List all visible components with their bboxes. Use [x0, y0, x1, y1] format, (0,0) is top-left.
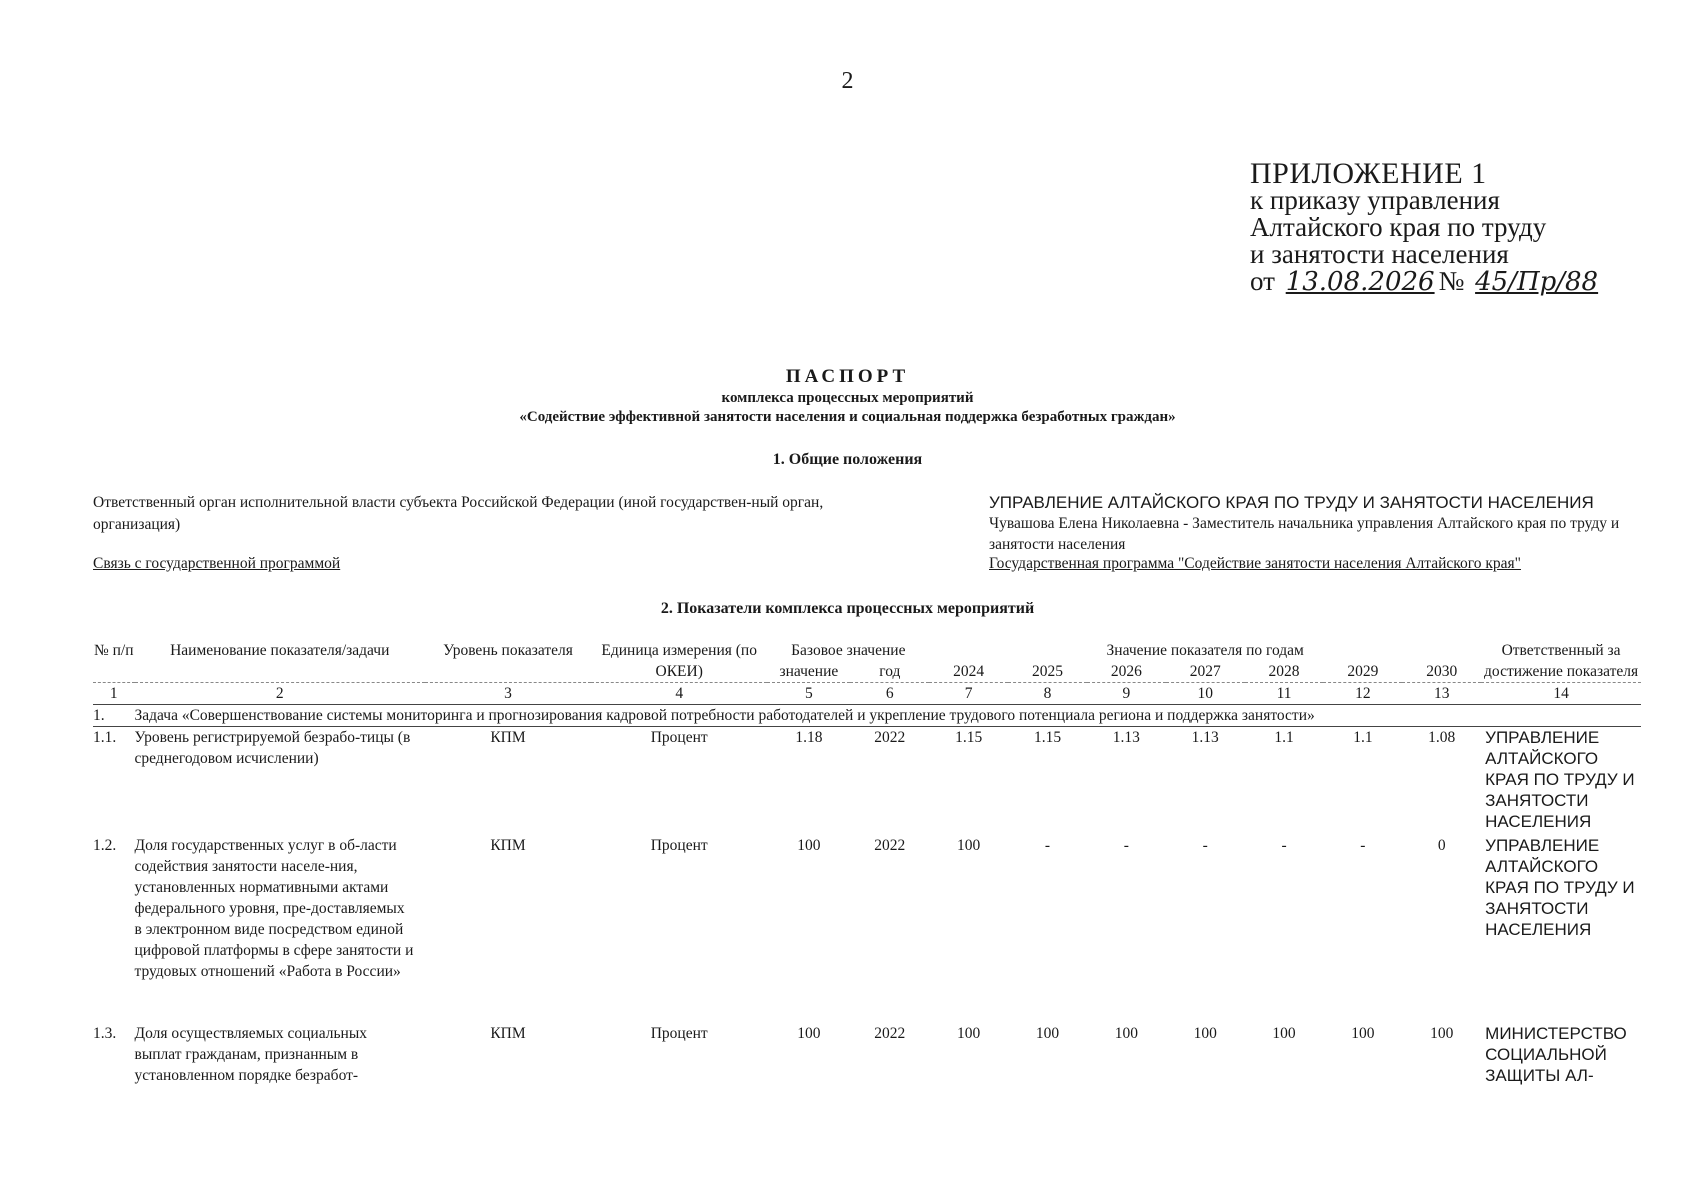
year-value: 1.15	[1033, 729, 1062, 746]
row-num: 1.1.	[93, 729, 117, 746]
column-number: 9	[1087, 683, 1166, 705]
year-value: 1.13	[1191, 729, 1219, 746]
year-value: 0	[1437, 837, 1446, 854]
number-label: №	[1438, 266, 1465, 296]
row-num: 1.2.	[93, 837, 117, 854]
indicator-name: Доля осуществляемых социальных выплат гражданам, признанным в установленном порядке безработ-	[134, 1025, 367, 1084]
year-value: -	[1123, 837, 1129, 854]
general-row	[93, 492, 1633, 555]
year-value: 100	[1430, 1025, 1454, 1042]
header-row	[93, 640, 1641, 661]
header-year: 2026	[1110, 663, 1142, 680]
general-provisions	[93, 492, 1633, 575]
header-year: 2028	[1268, 663, 1300, 680]
base-value: 1.18	[795, 729, 823, 746]
column-number: 4	[591, 683, 767, 705]
appendix-line: Алтайского края по труду	[1250, 212, 1547, 242]
column-number: 11	[1245, 683, 1324, 705]
general-value	[893, 492, 1633, 555]
column-number: 10	[1166, 683, 1245, 705]
year-value: 100	[1035, 1025, 1060, 1042]
passport-name: «Содействие эффективной занятости населения и социальная поддержка безработных граждан»	[519, 409, 1176, 425]
order-date: 13.08.2026	[1285, 267, 1435, 297]
header-base-value: значение	[779, 663, 839, 680]
responsible: УПРАВЛЕНИЕ АЛТАЙСКОГО КРАЯ ПО ТРУДУ И ЗАНЯТОСТИ НАСЕЛЕНИЯ	[1485, 728, 1635, 831]
year-value: 1.15	[955, 729, 983, 746]
year-value: 1.08	[1428, 729, 1456, 746]
general-label: Связь с государственной программой	[93, 555, 341, 572]
passport-subtitle: комплекса процессных мероприятий	[721, 390, 974, 406]
header-years-group: Значение показателя по годам	[1106, 642, 1304, 659]
header-level: Уровень показателя	[443, 642, 573, 659]
header-year: 2030	[1426, 663, 1458, 680]
general-value: Государственная программа "Содействие занятости населения Алтайского края"	[989, 555, 1521, 572]
indicator-name: Доля государственных услуг в об-ласти содействия занятости населе-ния, установленных нормативными актами федерального уровня, пре-доставляемых в электронном виде посредством единой цифровой платформы в сфере занятости и трудовых отношений «Работа в России»	[134, 837, 414, 980]
column-number: 3	[425, 683, 591, 705]
year-value: 1.1	[1353, 729, 1373, 746]
year-value: 100	[1114, 1025, 1138, 1042]
indicator-name: Уровень регистрируемой безрабо-тицы (в среднегодовом исчислении)	[134, 729, 411, 767]
responsible: УПРАВЛЕНИЕ АЛТАЙСКОГО КРАЯ ПО ТРУДУ И ЗАНЯТОСТИ НАСЕЛЕНИЯ	[1485, 836, 1635, 939]
appendix-date-line	[1250, 268, 1602, 296]
header-year: 2024	[953, 663, 985, 680]
year-value: -	[1281, 837, 1287, 854]
column-number: 8	[1008, 683, 1087, 705]
year-value: 100	[957, 1025, 981, 1042]
responsible: МИНИСТЕРСТВО СОЦИАЛЬНОЙ ЗАЩИТЫ АЛ-	[1485, 1024, 1627, 1085]
table-row	[93, 1023, 1641, 1089]
page-number: 2	[841, 68, 854, 94]
year-value: 100	[1272, 1025, 1296, 1042]
header-responsible: Ответственный за достижение показателя	[1484, 642, 1639, 680]
header-year: 2029	[1347, 663, 1379, 680]
responsible-org: УПРАВЛЕНИЕ АЛТАЙСКОГО КРАЯ ПО ТРУДУ И ЗАНЯТОСТИ НАСЕЛЕНИЯ	[989, 493, 1594, 512]
header-base: Базовое значение	[791, 642, 906, 659]
year-value: 1.13	[1112, 729, 1140, 746]
indicator-level: КПМ	[490, 1025, 526, 1042]
year-value: -	[1202, 837, 1208, 854]
appendix-line: и занятости населения	[1250, 239, 1509, 269]
year-value: -	[1360, 837, 1366, 854]
appendix-block	[1250, 157, 1602, 297]
column-number: 6	[850, 683, 929, 705]
column-number: 12	[1323, 683, 1402, 705]
header-unit: Единица измерения (по ОКЕИ)	[601, 642, 757, 680]
section1-title: 1. Общие положения	[772, 451, 923, 468]
base-value: 100	[797, 837, 821, 854]
indicator-unit: Процент	[650, 1025, 708, 1042]
from-label: от	[1250, 266, 1275, 296]
appendix-title: ПРИЛОЖЕНИЕ 1	[1250, 157, 1487, 190]
year-value: 1.1	[1274, 729, 1294, 746]
curator: Чувашова Елена Николаевна - Заместитель начальника управления Алтайского края по труду и занятости населения	[989, 515, 1620, 553]
header-base-year: год	[879, 663, 901, 680]
base-year: 2022	[874, 729, 906, 746]
passport-title: ПАСПОРТ	[785, 366, 910, 387]
table-row	[93, 727, 1641, 836]
year-value: 100	[1193, 1025, 1217, 1042]
order-number: 45/Пр/88	[1475, 267, 1599, 297]
year-value: 100	[957, 837, 981, 854]
header-year: 2025	[1032, 663, 1063, 680]
header-name: Наименование показателя/задачи	[170, 642, 390, 659]
column-number: 1	[93, 683, 135, 705]
indicator-unit: Процент	[650, 729, 708, 746]
task-row	[93, 705, 1641, 727]
base-value: 100	[797, 1025, 821, 1042]
general-row	[93, 553, 1633, 575]
column-number: 13	[1402, 683, 1481, 705]
table-row	[93, 835, 1641, 1023]
section2-title: 2. Показатели комплекса процессных мероприятий	[660, 600, 1035, 617]
task-num: 1.	[93, 705, 135, 727]
passport-heading	[0, 366, 1695, 426]
header-year: 2027	[1189, 663, 1221, 680]
general-label: Ответственный орган исполнительной власти субъекта Российской Федерации (иной государствен-ный орган, организация)	[93, 494, 824, 533]
base-year: 2022	[874, 837, 906, 854]
indicator-unit: Процент	[650, 837, 708, 854]
base-year: 2022	[874, 1025, 906, 1042]
appendix-line: к приказу управления	[1250, 185, 1500, 215]
column-number: 5	[767, 683, 850, 705]
year-value: 100	[1351, 1025, 1375, 1042]
indicator-level: КПМ	[490, 837, 526, 854]
column-numbers-row	[93, 683, 1641, 705]
indicators-table	[93, 640, 1641, 1089]
header-num: № п/п	[93, 642, 134, 659]
year-value: -	[1044, 837, 1051, 854]
column-number: 14	[1481, 683, 1641, 705]
task-text: Задача «Совершенствование системы мониторинга и прогнозирования кадровой потребности работодателей и укрепление трудового потенциала региона и поддержка занятости»	[135, 705, 1642, 727]
indicator-level: КПМ	[490, 729, 526, 746]
column-number: 7	[929, 683, 1008, 705]
row-num: 1.3.	[93, 1025, 117, 1042]
column-number: 2	[135, 683, 426, 705]
